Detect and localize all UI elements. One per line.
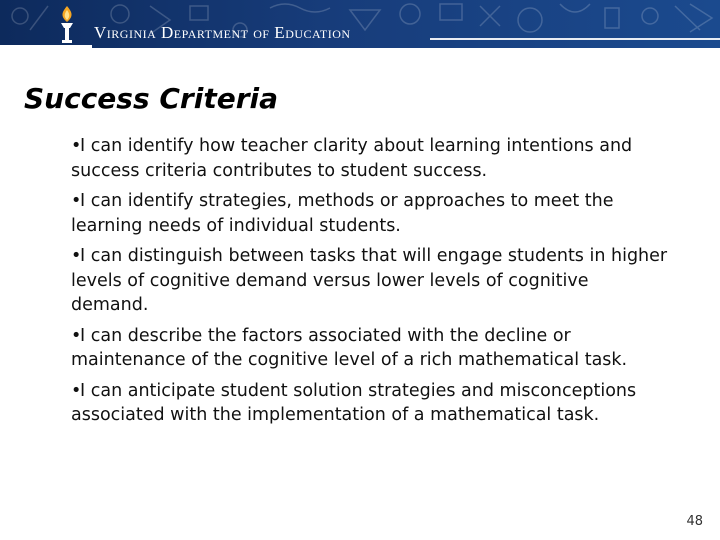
list-item (71, 379, 671, 428)
criteria-text: I can identify how teacher clarity about learning intentions and success criteria contributes to student success. (71, 136, 633, 181)
criteria-text: I can distinguish between tasks that will engage students in higher levels of cognitive demand versus lower levels of cognitive demand. (71, 246, 668, 315)
list-item (71, 244, 671, 318)
banner-divider-left (0, 45, 92, 48)
list-item (71, 324, 671, 373)
page-title: Success Criteria (24, 82, 278, 115)
list-item (71, 134, 671, 183)
bullet-icon: • (71, 380, 82, 401)
bullet-icon: • (71, 246, 82, 266)
list-item (71, 189, 671, 238)
organization-name: Virginia Department of Education (94, 23, 351, 42)
criteria-text: I can anticipate student solution strategies and misconceptions associated with the implementation of a mathematical task. (71, 380, 637, 425)
bullet-icon: • (71, 325, 82, 346)
banner-divider-right (430, 38, 720, 40)
torch-logo-icon (54, 4, 80, 46)
page-number: 48 (686, 514, 703, 529)
header-banner (0, 0, 720, 48)
criteria-text: I can identify strategies, methods or approaches to meet the learning needs of individual students. (71, 191, 614, 236)
criteria-text: I can describe the factors associated with the decline or maintenance of the cognitive level of a rich mathematical task. (71, 325, 628, 370)
success-criteria-list (71, 134, 671, 434)
bullet-icon: • (71, 191, 82, 211)
bullet-icon: • (71, 136, 82, 156)
